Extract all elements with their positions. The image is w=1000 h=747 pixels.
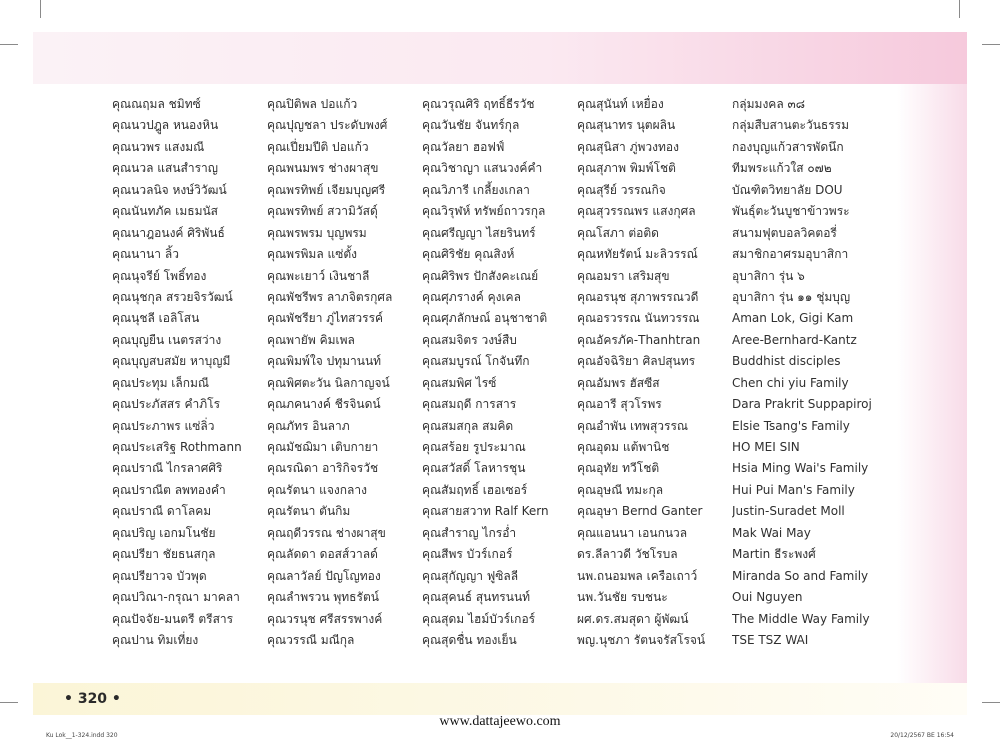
donor-name: Buddhist disciples xyxy=(732,354,841,369)
donor-name: คุณนุชลี เอลิโสน xyxy=(112,311,200,326)
donor-name: คุณนวปฎูล หนองหิน xyxy=(112,118,219,133)
donor-name: คุณวิชาญา แสนวงค์คำ xyxy=(422,161,543,176)
crop-mark xyxy=(40,0,41,18)
donor-name: คุณพรทิพย์ เจียมบุญศรี xyxy=(267,182,386,197)
donor-name: คุณสุนิสา ภู่พวงทอง xyxy=(577,139,679,154)
donor-name: Aman Lok, Gigi Kam xyxy=(732,311,854,326)
donor-name: คุณประเสริฐ Rothmann xyxy=(112,440,242,454)
donor-name: คุณพายัพ คิมเพล xyxy=(267,332,355,347)
donor-name: คุณสมสกุล สมคิด xyxy=(422,418,514,433)
donor-name: คุณปาน ทิมเที่ยง xyxy=(112,632,199,647)
donor-name: คุณวรนุช ศรีสรรพางค์ xyxy=(267,611,383,626)
donor-name: คุณสุวรรณพร แสงกุศล xyxy=(577,204,696,219)
donor-name: คุณณฤมล ชมิทซ์ xyxy=(112,97,201,111)
donor-name: คุณสมจิตร วงษ์สืบ xyxy=(422,332,517,347)
donor-name: คุณประภาพร แซ่ลิ่ว xyxy=(112,418,215,433)
donor-name: Martin ธีระพงศ์ xyxy=(732,547,816,562)
donor-name: กองบุญแก้วสารพัดนึก xyxy=(732,139,844,154)
donor-name: คุณพะเยาว์ เงินชาลี xyxy=(267,268,370,283)
donor-name: Oui Nguyen xyxy=(732,590,803,605)
donor-name: คุณศิริชัย คุณสิงห์ xyxy=(422,247,515,262)
donor-name: คุณลัดดา ดอสส์วาลด์ xyxy=(267,547,378,562)
donor-name: HO MEI SIN xyxy=(732,440,800,454)
donor-name: คุณวิรุฬห์ ทรัพย์ถาวรกุล xyxy=(422,204,546,219)
donor-name: สนามฟุตบอลวิคตอรี่ xyxy=(732,225,837,240)
donor-name: คุณนาฎอนงค์ ศิริพันธ์ xyxy=(112,225,225,240)
crop-mark xyxy=(982,702,1000,703)
donor-name: คุณศุภรางค์ คุงเคล xyxy=(422,289,521,304)
donor-name: คุณสุนาทร นุตผลิน xyxy=(577,118,676,133)
donor-name: นพ.ถนอมพล เครือเถาว์ xyxy=(577,568,698,583)
donor-name: Justin-Suradet Moll xyxy=(732,504,845,519)
donor-name: คุณสายสวาท Ralf Kern xyxy=(422,504,549,519)
donor-name: คุณวันชัย จันทร์กุล xyxy=(422,118,520,133)
donor-name: คุณบุญยืน เนตรสว่าง xyxy=(112,332,222,347)
donor-name: คุณสุดชื่น ทองเย็น xyxy=(422,632,517,647)
footer-decorative-band xyxy=(33,683,967,715)
donor-name: Hsia Ming Wai's Family xyxy=(732,461,869,476)
donor-name: ทีมพระแก้วใส ๐๗๒ xyxy=(732,161,832,176)
header-decorative-band xyxy=(33,32,967,84)
donor-name: พันธุ์ตะวันบูชาข้าวพระ xyxy=(732,204,850,219)
donor-name: คุณสวัสดิ์ โลหารชุน xyxy=(422,461,526,476)
donor-name: คุณปราณี ไกรลาศศิริ xyxy=(112,461,223,476)
donor-name: คุณพิมพ์ใจ ปทุมานนท์ xyxy=(267,354,382,369)
donor-name: Mak Wai May xyxy=(732,525,811,540)
donor-name: คุณเปี่ยมปีติ ปอแก้ว xyxy=(267,139,369,154)
donor-name: คุณอุทัย ทวีโชติ xyxy=(577,461,660,476)
donor-name: สมาชิกอาศรมอุบาสิกา xyxy=(732,247,849,262)
donor-name: คุณสมบูรณ์ โกจันทึก xyxy=(422,354,530,369)
donor-name: คุณนุชกุล สรวยจิรวัฒน์ xyxy=(112,289,233,304)
donor-name: คุณปรียาวจ บัวพุด xyxy=(112,568,207,583)
donor-name: คุณภัทร อินลาภ xyxy=(267,418,350,433)
donor-name: ผศ.ดร.สมสุดา ผู้พัฒน์ xyxy=(577,611,689,626)
donor-name: กลุ่มสืบสานตะวันธรรม xyxy=(732,118,850,133)
donor-name: คุณอัครภัค-Thanhtran xyxy=(577,332,701,347)
donor-name: คุณอัมพร ฮัสซีส xyxy=(577,375,660,390)
donor-name: พญ.นุชภา รัตนจรัสโรจน์ xyxy=(577,632,706,647)
donor-name: คุณแอนนา เอนกนวล xyxy=(577,525,688,540)
donor-name-list xyxy=(112,94,872,654)
donor-name: คุณหทัยรัตน์ มะลิวรรณ์ xyxy=(577,247,698,262)
donor-name: คุณสมพิศ ไรซ์ xyxy=(422,375,497,390)
donor-name: คุณสุนันท์ เหยื่อง xyxy=(577,97,664,111)
donor-name: นพ.วันชัย รบชนะ xyxy=(577,590,668,605)
donor-name: คุณลำพรวน พุทธรัตน์ xyxy=(267,590,379,605)
donor-name: คุณนันทภัค เมธมนัส xyxy=(112,204,219,219)
donor-name: คุณโสภา ต่อติด xyxy=(577,225,659,240)
donor-name: คุณฤดีวรรณ ช่างผาสุข xyxy=(267,525,386,540)
donor-name: คุณสมฤดี การสาร xyxy=(422,397,517,412)
donor-name: คุณสร้อย รูประมาณ xyxy=(422,440,526,454)
donor-name: คุณสุภาพ พิมพ์โชติ xyxy=(577,161,676,176)
donor-name: คุณประภัสสร คำภิโร xyxy=(112,397,221,412)
donor-name: Hui Pui Man's Family xyxy=(732,482,855,497)
donor-name: คุณสุคนธ์ สุนทรนนท์ xyxy=(422,590,531,605)
donor-name: คุณพัชรียา ภู่ไทสวรรค์ xyxy=(267,311,384,326)
website-url: www.dattajeewo.com xyxy=(439,714,561,729)
donor-name: คุณพิศตะวัน นิลกาญจน์ xyxy=(267,375,390,390)
donor-name: คุณศิริพร ปักสังคะเณย์ xyxy=(422,268,539,283)
donor-name: คุณนวพร แสงมณี xyxy=(112,139,205,154)
name-column-5 xyxy=(732,94,872,651)
donor-name: คุณอมรา เสริมสุข xyxy=(577,268,670,283)
donor-name: คุณประทุม เล็กมณี xyxy=(112,375,210,390)
donor-name: คุณพรพิมล แซ่ตั้ง xyxy=(267,247,358,262)
donor-name: คุณวัลยา ฮอฟฟ์ xyxy=(422,139,505,154)
donor-name: คุณปวิณา-กรุณา มาคลา xyxy=(112,590,240,605)
crop-mark xyxy=(982,44,1000,45)
donor-name: คุณวิภารี เกลี้ยงเกลา xyxy=(422,182,530,197)
donor-name: คุณสัมฤทธิ์ เฮอเซอร์ xyxy=(422,482,528,497)
donor-name: คุณรัตนา ตันกิม xyxy=(267,504,351,519)
donor-name: The Middle Way Family xyxy=(732,611,870,626)
donor-name: คุณรณิดา อาริกิจรวัช xyxy=(267,461,379,476)
donor-name: คุณปริญ เอกมโนชัย xyxy=(112,525,216,540)
donor-name: Miranda So and Family xyxy=(732,568,869,583)
donor-name: TSE TSZ WAI xyxy=(732,632,809,647)
donor-name: คุณนวล แสนสำราญ xyxy=(112,161,219,176)
donor-name: คุณสุกัญญา ฟูซิลลี xyxy=(422,568,519,583)
donor-name: คุณพรทิพย์ สวามิวัสดุ์ xyxy=(267,204,378,219)
name-column-1 xyxy=(112,94,267,651)
crop-mark xyxy=(959,0,960,18)
donor-name: คุณนุจรีย์ โพธิ์ทอง xyxy=(112,268,207,283)
donor-name: กลุ่มมงคล ๓๘ xyxy=(732,97,805,111)
name-column-2 xyxy=(267,94,422,651)
donor-name: ดร.ลีลาวดี วัชโรบล xyxy=(577,547,678,562)
donor-name: คุณอุดม แต้พานิช xyxy=(577,440,670,454)
donor-name: คุณอารี สุวโรพร xyxy=(577,397,662,412)
crop-mark xyxy=(0,702,18,703)
donor-name: คุณนวลนิจ หงษ์วิวัฒน์ xyxy=(112,182,227,197)
donor-name: คุณศรีญญา ไสยรินทร์ xyxy=(422,225,536,240)
donor-name: คุณปราณี ดาโลคม xyxy=(112,504,212,519)
donor-name: คุณวรรณี มณีกุล xyxy=(267,632,355,647)
donor-name: คุณพนมพร ช่างผาสุข xyxy=(267,161,379,176)
donor-name: บัณฑิตวิทยาลัย DOU xyxy=(732,182,843,197)
donor-name: Dara Prakrit Suppapiroj xyxy=(732,397,872,412)
name-column-3 xyxy=(422,94,577,651)
donor-name: คุณอัจฉิริยา ศิลปสุนทร xyxy=(577,354,696,369)
donor-name: Elsie Tsang's Family xyxy=(732,418,850,433)
donor-name: คุณอำพัน เทพสุวรรณ xyxy=(577,418,689,433)
donor-name: คุณลาวัลย์ ปัญโญทอง xyxy=(267,568,381,583)
donor-name: คุณมัชฌิมา เติบกายา xyxy=(267,440,379,454)
donor-name: คุณปิติพล ปอแก้ว xyxy=(267,97,358,111)
donor-name: คุณนานา ลิ้ว xyxy=(112,247,179,262)
donor-name: Aree-Bernhard-Kantz xyxy=(732,332,857,347)
donor-name: อุบาสิกา รุ่น ๑๑ ชุ่มบุญ xyxy=(732,289,851,304)
print-slug-file: Ku Lok__1-324.indd 320 xyxy=(46,732,118,739)
donor-name: คุณสุรีย์ วรรณกิจ xyxy=(577,182,666,197)
donor-name: คุณอุษา Bernd Ganter xyxy=(577,504,703,519)
donor-name: คุณศุภลักษณ์ อนุชาชาติ xyxy=(422,311,548,326)
side-decorative-band xyxy=(897,84,967,684)
donor-name: คุณพัชรีพร ลาภจิตรกุศล xyxy=(267,289,393,304)
donor-name: คุณปุญชลา ประดับพงศ์ xyxy=(267,118,388,133)
donor-name: อุบาสิกา รุ่น ๖ xyxy=(732,268,805,283)
crop-mark xyxy=(0,44,18,45)
print-slug-date: 20/12/2567 BE 16:54 xyxy=(890,732,954,739)
donor-name: คุณบุญสบสมัย หาบุญมี xyxy=(112,354,231,369)
donor-name: คุณวรุณศิริ ฤทธิ์ธีรวัช xyxy=(422,97,535,111)
donor-name: คุณภคนางค์ ชีรจินดน์ xyxy=(267,397,381,412)
donor-name: คุณพรพรม บุญพรม xyxy=(267,225,367,240)
donor-name: Chen chi yiu Family xyxy=(732,375,849,390)
name-column-4 xyxy=(577,94,732,651)
donor-name: คุณอุษณี ทมะกุล xyxy=(577,482,664,497)
donor-name: คุณอรวรรณ นันทวรรณ xyxy=(577,311,700,326)
donor-name: คุณสุดม ไฮม์บัวร์เกอร์ xyxy=(422,611,536,626)
page-number: • 320 • xyxy=(64,691,121,707)
donor-name: คุณสำราญ ไกรอ่ำ xyxy=(422,525,517,540)
donor-name: คุณปัจจัย-มนตรี ตรีสาร xyxy=(112,611,234,626)
donor-name: คุณสีพร บัวร์เกอร์ xyxy=(422,547,513,562)
donor-name: คุณปราณีต ลพทองคำ xyxy=(112,482,226,497)
donor-name: คุณปรียา ชัยธนสกุล xyxy=(112,547,216,562)
donor-name: คุณอรนุช สุภาพรรณวดี xyxy=(577,289,699,304)
donor-name: คุณรัตนา แจงกลาง xyxy=(267,482,367,497)
